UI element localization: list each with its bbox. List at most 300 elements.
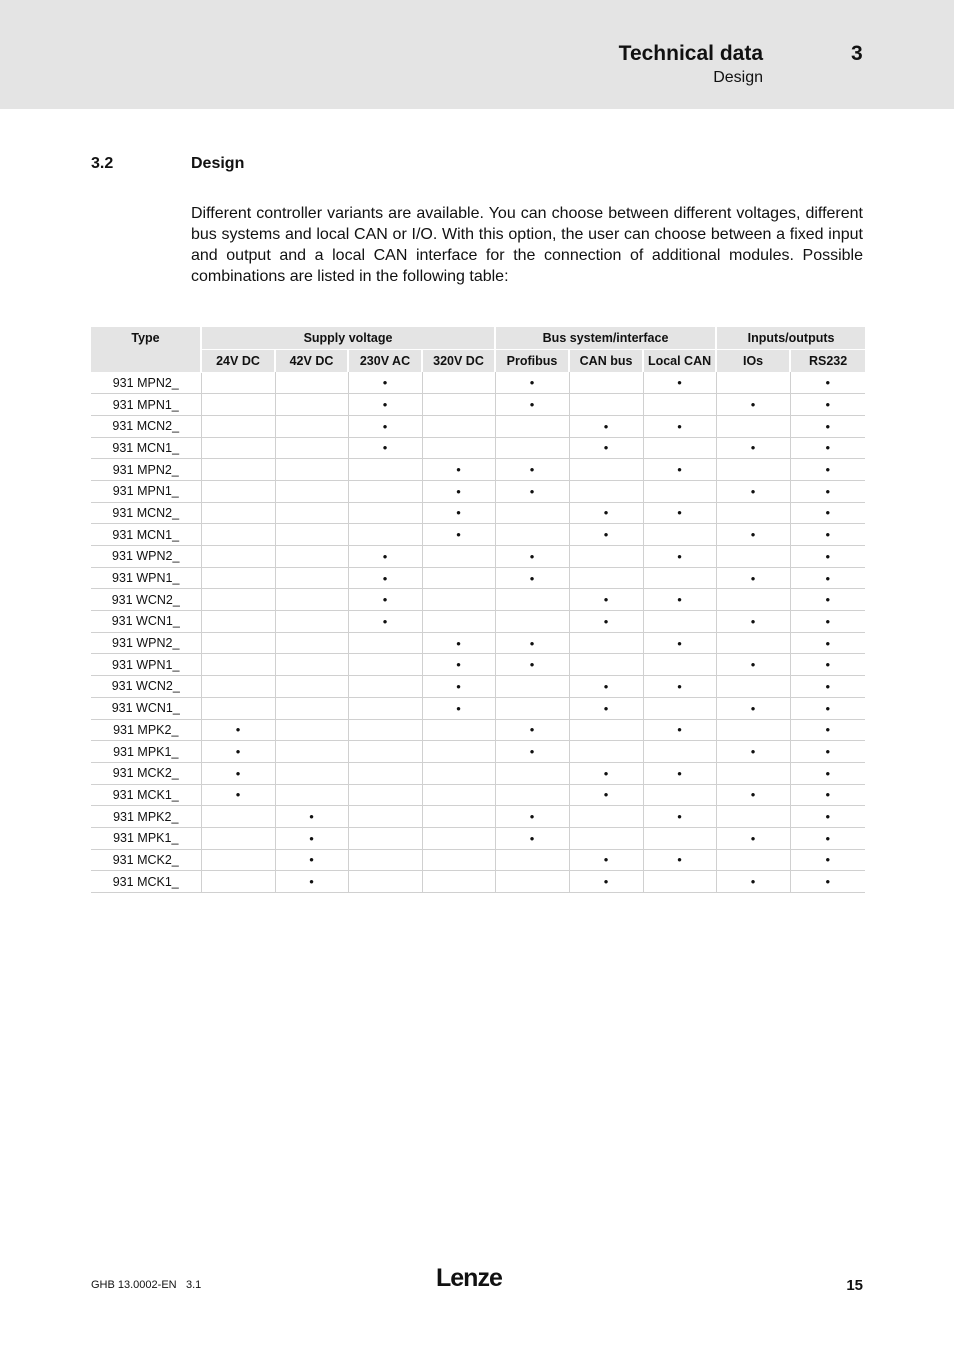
mark-cell <box>643 459 716 481</box>
mark-cell <box>348 784 422 806</box>
availability-mark: • <box>603 678 609 694</box>
mark-cell <box>790 827 865 849</box>
mark-cell <box>569 567 643 589</box>
mark-cell <box>495 589 569 611</box>
mark-cell <box>569 502 643 524</box>
availability-mark: • <box>677 678 682 694</box>
availability-mark: • <box>529 483 535 499</box>
mark-cell <box>716 415 790 437</box>
type-cell: 931 MCN1_ <box>91 437 201 459</box>
mark-cell <box>495 827 569 849</box>
type-cell: 931 MPN1_ <box>91 480 201 502</box>
availability-mark: • <box>235 787 241 803</box>
availability-mark: • <box>529 744 535 760</box>
mark-cell <box>790 372 865 394</box>
footer-version: 3.1 <box>186 1279 202 1291</box>
mark-cell <box>716 480 790 502</box>
mark-cell <box>348 524 422 546</box>
footer-doc-id: GHB 13.0002-EN <box>91 1279 177 1291</box>
type-cell: 931 MPK2_ <box>91 806 201 828</box>
table-row <box>91 827 865 849</box>
availability-mark: • <box>825 700 831 716</box>
combination-table <box>91 327 865 893</box>
group-header-io: Inputs/outputs <box>716 327 865 350</box>
availability-mark: • <box>750 483 756 499</box>
mark-cell <box>716 611 790 633</box>
mark-cell <box>716 502 790 524</box>
mark-cell <box>201 719 275 741</box>
mark-cell <box>495 762 569 784</box>
mark-cell <box>643 502 716 524</box>
mark-cell <box>348 697 422 719</box>
availability-mark: • <box>603 592 609 608</box>
mark-cell <box>643 871 716 893</box>
availability-mark: • <box>677 505 682 521</box>
availability-mark: • <box>603 765 609 781</box>
mark-cell <box>716 459 790 481</box>
section-number: 3.2 <box>91 155 114 172</box>
availability-mark: • <box>825 548 831 564</box>
availability-mark: • <box>677 592 682 608</box>
table-row <box>91 806 865 828</box>
mark-cell <box>422 589 495 611</box>
mark-cell <box>348 719 422 741</box>
group-header-bus: Bus system/interface <box>495 327 716 350</box>
mark-cell <box>790 762 865 784</box>
mark-cell <box>275 697 348 719</box>
mark-cell <box>569 459 643 481</box>
mark-cell <box>275 654 348 676</box>
header-title: Technical data <box>618 42 763 65</box>
availability-mark: • <box>677 375 682 391</box>
availability-mark: • <box>825 830 831 846</box>
mark-cell <box>643 762 716 784</box>
table-row <box>91 567 865 589</box>
mark-cell <box>790 546 865 568</box>
chapter-number: 3 <box>851 42 863 65</box>
table-row <box>91 719 865 741</box>
mark-cell <box>422 806 495 828</box>
mark-cell <box>495 502 569 524</box>
mark-cell <box>790 719 865 741</box>
mark-cell <box>348 459 422 481</box>
table-row <box>91 676 865 698</box>
availability-mark: • <box>309 809 314 825</box>
availability-mark: • <box>603 613 609 629</box>
mark-cell <box>716 372 790 394</box>
type-cell: 931 WPN2_ <box>91 546 201 568</box>
column-header: Local CAN <box>643 350 716 373</box>
availability-mark: • <box>309 852 314 868</box>
mark-cell <box>422 632 495 654</box>
mark-cell <box>275 676 348 698</box>
mark-cell <box>348 502 422 524</box>
availability-mark: • <box>309 830 314 846</box>
mark-cell <box>201 459 275 481</box>
mark-cell <box>201 372 275 394</box>
mark-cell <box>495 676 569 698</box>
mark-cell <box>716 784 790 806</box>
table-row <box>91 546 865 568</box>
mark-cell <box>495 415 569 437</box>
mark-cell <box>643 372 716 394</box>
mark-cell <box>643 524 716 546</box>
availability-mark: • <box>825 765 831 781</box>
type-cell: 931 MCK2_ <box>91 762 201 784</box>
availability-mark: • <box>603 787 609 803</box>
availability-mark: • <box>529 548 535 564</box>
column-header: RS232 <box>790 350 865 373</box>
mark-cell <box>643 611 716 633</box>
mark-cell <box>569 480 643 502</box>
table-row <box>91 762 865 784</box>
availability-mark: • <box>382 375 388 391</box>
mark-cell <box>716 632 790 654</box>
mark-cell <box>422 849 495 871</box>
availability-mark: • <box>825 787 831 803</box>
mark-cell <box>569 741 643 763</box>
mark-cell <box>275 502 348 524</box>
mark-cell <box>569 394 643 416</box>
mark-cell <box>790 415 865 437</box>
page-number: 15 <box>846 1277 863 1294</box>
mark-cell <box>275 871 348 893</box>
type-cell: 931 MCK1_ <box>91 784 201 806</box>
mark-cell <box>643 546 716 568</box>
availability-mark: • <box>750 874 756 890</box>
table-row <box>91 741 865 763</box>
mark-cell <box>201 871 275 893</box>
mark-cell <box>201 784 275 806</box>
mark-cell <box>422 502 495 524</box>
mark-cell <box>790 524 865 546</box>
mark-cell <box>495 719 569 741</box>
mark-cell <box>495 784 569 806</box>
mark-cell <box>790 611 865 633</box>
mark-cell <box>716 394 790 416</box>
mark-cell <box>716 524 790 546</box>
mark-cell <box>790 697 865 719</box>
mark-cell <box>422 871 495 893</box>
mark-cell <box>569 437 643 459</box>
type-cell: 931 WPN2_ <box>91 632 201 654</box>
mark-cell <box>201 654 275 676</box>
availability-mark: • <box>603 418 609 434</box>
mark-cell <box>422 697 495 719</box>
mark-cell <box>201 827 275 849</box>
section-title: Design <box>191 155 245 172</box>
column-header: CAN bus <box>569 350 643 373</box>
mark-cell <box>201 567 275 589</box>
mark-cell <box>790 849 865 871</box>
mark-cell <box>569 784 643 806</box>
mark-cell <box>201 415 275 437</box>
availability-mark: • <box>825 375 831 391</box>
header-band <box>0 0 954 109</box>
type-cell: 931 WCN2_ <box>91 676 201 698</box>
mark-cell <box>790 437 865 459</box>
availability-mark: • <box>825 505 831 521</box>
availability-mark: • <box>382 613 388 629</box>
availability-mark: • <box>825 592 831 608</box>
availability-mark: • <box>750 787 756 803</box>
mark-cell <box>716 546 790 568</box>
type-cell: 931 WCN1_ <box>91 697 201 719</box>
table-row <box>91 459 865 481</box>
mark-cell <box>495 806 569 828</box>
mark-cell <box>569 611 643 633</box>
lenze-logo: Lenze <box>436 1264 502 1292</box>
column-header: 320V DC <box>422 350 495 373</box>
availability-mark: • <box>456 483 461 499</box>
availability-mark: • <box>750 830 756 846</box>
mark-cell <box>422 459 495 481</box>
availability-mark: • <box>529 809 535 825</box>
mark-cell <box>348 676 422 698</box>
mark-cell <box>790 871 865 893</box>
table-row <box>91 632 865 654</box>
availability-mark: • <box>529 375 535 391</box>
mark-cell <box>716 719 790 741</box>
mark-cell <box>348 567 422 589</box>
availability-mark: • <box>750 700 756 716</box>
mark-cell <box>495 654 569 676</box>
mark-cell <box>275 719 348 741</box>
availability-mark: • <box>456 505 461 521</box>
mark-cell <box>275 372 348 394</box>
availability-mark: • <box>382 570 388 586</box>
type-cell: 931 MCN2_ <box>91 415 201 437</box>
mark-cell <box>275 394 348 416</box>
mark-cell <box>495 459 569 481</box>
mark-cell <box>348 546 422 568</box>
mark-cell <box>275 459 348 481</box>
mark-cell <box>495 524 569 546</box>
mark-cell <box>716 589 790 611</box>
table-row <box>91 415 865 437</box>
mark-cell <box>201 741 275 763</box>
table-row <box>91 394 865 416</box>
mark-cell <box>348 806 422 828</box>
availability-mark: • <box>677 418 682 434</box>
mark-cell <box>790 654 865 676</box>
mark-cell <box>569 632 643 654</box>
column-header: Profibus <box>495 350 569 373</box>
mark-cell <box>643 567 716 589</box>
mark-cell <box>569 654 643 676</box>
mark-cell <box>201 762 275 784</box>
mark-cell <box>716 849 790 871</box>
mark-cell <box>275 632 348 654</box>
mark-cell <box>716 871 790 893</box>
availability-mark: • <box>603 440 609 456</box>
mark-cell <box>201 502 275 524</box>
mark-cell <box>643 589 716 611</box>
mark-cell <box>495 697 569 719</box>
mark-cell <box>643 632 716 654</box>
mark-cell <box>201 437 275 459</box>
mark-cell <box>275 741 348 763</box>
mark-cell <box>275 415 348 437</box>
header-subtitle: Design <box>713 69 763 86</box>
availability-mark: • <box>825 657 831 673</box>
mark-cell <box>495 871 569 893</box>
mark-cell <box>422 762 495 784</box>
mark-cell <box>422 676 495 698</box>
column-header: IOs <box>716 350 790 373</box>
mark-cell <box>569 676 643 698</box>
intro-paragraph: Different controller variants are available. You can choose between different voltages, different bus systems and local CAN or I/O. With this option, the user can choose between a fixed input and output and a local CAN interface for the connection of additional modules. Possible combinations are listed in the following table: <box>191 205 863 285</box>
table-row <box>91 784 865 806</box>
type-cell: 931 WPN1_ <box>91 654 201 676</box>
mark-cell <box>275 524 348 546</box>
mark-cell <box>495 372 569 394</box>
table-row <box>91 524 865 546</box>
mark-cell <box>348 762 422 784</box>
availability-mark: • <box>529 657 535 673</box>
mark-cell <box>495 611 569 633</box>
availability-mark: • <box>677 722 682 738</box>
table-row <box>91 372 865 394</box>
mark-cell <box>716 762 790 784</box>
mark-cell <box>716 741 790 763</box>
mark-cell <box>569 697 643 719</box>
mark-cell <box>643 784 716 806</box>
mark-cell <box>422 611 495 633</box>
availability-mark: • <box>456 678 461 694</box>
mark-cell <box>348 437 422 459</box>
mark-cell <box>201 697 275 719</box>
availability-mark: • <box>677 809 682 825</box>
mark-cell <box>348 589 422 611</box>
type-cell: 931 MPK2_ <box>91 719 201 741</box>
availability-mark: • <box>750 440 756 456</box>
mark-cell <box>643 654 716 676</box>
mark-cell <box>790 632 865 654</box>
mark-cell <box>716 567 790 589</box>
mark-cell <box>422 784 495 806</box>
availability-mark: • <box>529 397 535 413</box>
mark-cell <box>275 567 348 589</box>
mark-cell <box>716 827 790 849</box>
mark-cell <box>275 849 348 871</box>
availability-mark: • <box>677 462 682 478</box>
availability-mark: • <box>382 548 388 564</box>
mark-cell <box>716 676 790 698</box>
mark-cell <box>643 394 716 416</box>
mark-cell <box>275 611 348 633</box>
table-row <box>91 654 865 676</box>
mark-cell <box>275 762 348 784</box>
mark-cell <box>569 719 643 741</box>
mark-cell <box>716 654 790 676</box>
type-cell: 931 MPN1_ <box>91 394 201 416</box>
mark-cell <box>422 437 495 459</box>
availability-mark: • <box>456 657 461 673</box>
availability-mark: • <box>825 570 831 586</box>
availability-mark: • <box>825 744 831 760</box>
availability-mark: • <box>750 397 756 413</box>
availability-mark: • <box>825 418 831 434</box>
availability-mark: • <box>750 744 756 760</box>
mark-cell <box>348 871 422 893</box>
mark-cell <box>495 437 569 459</box>
mark-cell <box>348 827 422 849</box>
mark-cell <box>495 741 569 763</box>
type-cell: 931 MPN2_ <box>91 372 201 394</box>
mark-cell <box>790 784 865 806</box>
availability-mark: • <box>750 657 756 673</box>
mark-cell <box>348 632 422 654</box>
mark-cell <box>569 415 643 437</box>
availability-mark: • <box>825 635 831 651</box>
mark-cell <box>348 849 422 871</box>
mark-cell <box>790 589 865 611</box>
type-cell: 931 WCN2_ <box>91 589 201 611</box>
mark-cell <box>643 827 716 849</box>
mark-cell <box>569 589 643 611</box>
availability-mark: • <box>750 613 756 629</box>
mark-cell <box>422 524 495 546</box>
mark-cell <box>348 654 422 676</box>
mark-cell <box>569 806 643 828</box>
availability-mark: • <box>529 830 535 846</box>
mark-cell <box>495 546 569 568</box>
column-header: 24V DC <box>201 350 275 373</box>
mark-cell <box>643 480 716 502</box>
availability-mark: • <box>825 397 831 413</box>
availability-mark: • <box>750 570 756 586</box>
mark-cell <box>201 611 275 633</box>
mark-cell <box>790 480 865 502</box>
availability-mark: • <box>825 722 831 738</box>
type-cell: 931 MPK1_ <box>91 741 201 763</box>
mark-cell <box>790 459 865 481</box>
mark-cell <box>790 741 865 763</box>
availability-mark: • <box>529 722 535 738</box>
availability-mark: • <box>825 874 831 890</box>
mark-cell <box>348 372 422 394</box>
mark-cell <box>569 762 643 784</box>
availability-mark: • <box>456 462 461 478</box>
mark-cell <box>495 394 569 416</box>
mark-cell <box>643 849 716 871</box>
availability-mark: • <box>825 440 831 456</box>
mark-cell <box>643 741 716 763</box>
availability-mark: • <box>825 613 831 629</box>
table-row <box>91 480 865 502</box>
mark-cell <box>422 546 495 568</box>
type-cell: 931 MPN2_ <box>91 459 201 481</box>
mark-cell <box>643 719 716 741</box>
mark-cell <box>643 437 716 459</box>
mark-cell <box>422 827 495 849</box>
mark-cell <box>275 480 348 502</box>
mark-cell <box>643 697 716 719</box>
availability-mark: • <box>677 765 682 781</box>
availability-mark: • <box>603 852 609 868</box>
availability-mark: • <box>825 678 831 694</box>
mark-cell <box>275 437 348 459</box>
mark-cell <box>495 480 569 502</box>
mark-cell <box>790 567 865 589</box>
mark-cell <box>716 697 790 719</box>
table-row <box>91 611 865 633</box>
availability-mark: • <box>382 397 388 413</box>
availability-mark: • <box>456 700 461 716</box>
mark-cell <box>275 546 348 568</box>
group-header-supply: Supply voltage <box>201 327 495 350</box>
